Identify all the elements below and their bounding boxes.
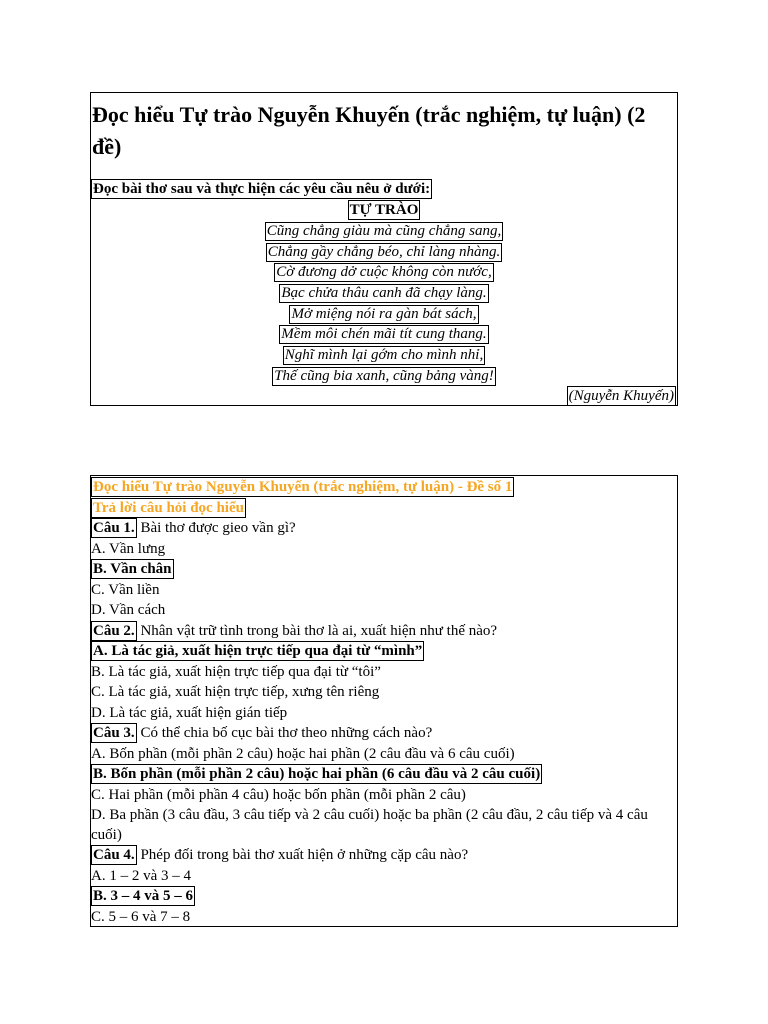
poem-author: (Nguyễn Khuyến) bbox=[568, 388, 674, 404]
answer-option: C. 5 – 6 và 7 – 8 bbox=[91, 908, 191, 925]
correct-answer: B. 3 – 4 và 5 – 6 bbox=[93, 888, 194, 904]
poem-line: Thế cũng bia xanh, cũng bảng vàng! bbox=[274, 367, 494, 384]
answer-option: C. Hai phần (mỗi phần 4 câu) hoặc bốn phần (mỗi phần 2 câu) bbox=[91, 786, 466, 803]
correct-answer: B. Vần chân bbox=[93, 561, 172, 577]
answer-option: C. Vần liền bbox=[91, 581, 160, 598]
poem-line: Cờ đương dở cuộc không còn nước, bbox=[276, 264, 492, 281]
poem-line: Chẳng gầy chẳng béo, chỉ làng nhàng. bbox=[267, 243, 501, 260]
question-label: Câu 2. bbox=[93, 622, 135, 639]
poem-lines bbox=[91, 221, 677, 387]
poem-line: Nghĩ mình lại gớm cho mình nhỉ, bbox=[284, 347, 484, 364]
answer-option: A. 1 – 2 và 3 – 4 bbox=[91, 867, 191, 884]
answer-option: A. Vần lưng bbox=[91, 540, 166, 557]
question-label: Câu 3. bbox=[93, 725, 135, 741]
answer-option: C. Là tác giả, xuất hiện trực tiếp, xưng tên riêng bbox=[91, 684, 380, 700]
instruction-text: Đọc bài thơ sau và thực hiện các yêu cầu nêu ở dưới: bbox=[93, 181, 431, 197]
quiz-heading: Đọc hiểu Tự trào Nguyễn Khuyến (trắc nghiệm, tự luận) - Đề số 1 bbox=[93, 479, 513, 495]
correct-answer: B. Bốn phần (mỗi phần 2 câu) hoặc hai phần (6 câu đầu và 2 câu cuối) bbox=[93, 766, 541, 782]
poem-section bbox=[90, 92, 678, 406]
question-1: Câu 1. Bài thơ được gieo vần gì? bbox=[93, 520, 296, 536]
question-label: Câu 4. bbox=[93, 847, 135, 863]
answer-option: D. Là tác giả, xuất hiện gián tiếp bbox=[91, 704, 288, 721]
question-4: Câu 4. Phép đối trong bài thơ xuất hiện ở những cặp câu nào? bbox=[93, 847, 469, 863]
correct-answer: A. Là tác giả, xuất hiện trực tiếp qua đại từ “mình” bbox=[93, 643, 423, 659]
page-title: Đọc hiểu Tự trào Nguyễn Khuyến (trắc nghiệm, tự luận) (2 đề) bbox=[92, 102, 646, 159]
answer-option: A. Bốn phần (mỗi phần 2 câu) hoặc hai phần (2 câu đầu và 6 câu cuối) bbox=[91, 745, 515, 762]
poem-line: Mềm môi chén mãi tít cung thang. bbox=[281, 326, 487, 343]
poem-line: Cũng chẳng giàu mà cũng chẳng sang, bbox=[266, 223, 502, 239]
question-2: Câu 2. Nhân vật trữ tình trong bài thơ là ai, xuất hiện như thế nào? bbox=[93, 622, 498, 639]
question-3: Câu 3. Có thể chia bố cục bài thơ theo những cách nào? bbox=[93, 725, 433, 741]
quiz-subheading: Trả lời câu hỏi đọc hiểu bbox=[93, 499, 244, 516]
answer-option: D. Ba phần (3 câu đầu, 3 câu tiếp và 2 câu cuối) hoặc ba phần (2 câu đầu, 2 câu tiếp và 4 câu cuối) bbox=[91, 807, 648, 843]
poem-line: Bạc chửa thâu canh đã chạy làng. bbox=[281, 285, 487, 302]
answer-option: D. Vần cách bbox=[91, 602, 166, 618]
answer-option: B. Là tác giả, xuất hiện trực tiếp qua đại từ “tôi” bbox=[91, 663, 381, 680]
poem-title: TỰ TRÀO bbox=[349, 202, 419, 218]
quiz-section bbox=[90, 475, 678, 927]
poem-line: Mở miệng nói ra gàn bát sách, bbox=[291, 305, 477, 322]
question-label: Câu 1. bbox=[93, 520, 135, 536]
